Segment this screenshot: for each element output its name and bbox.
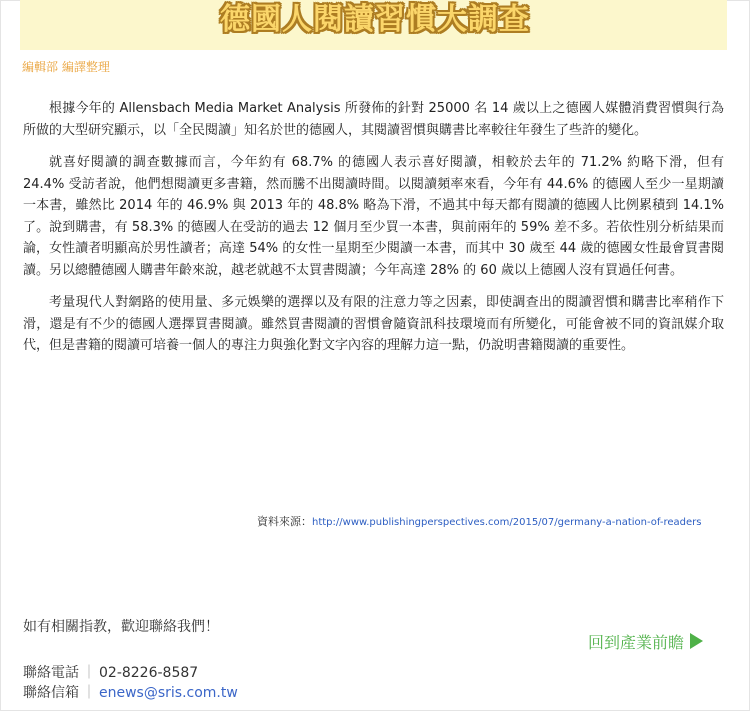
email-label: 聯絡信箱	[23, 685, 79, 701]
paragraph-3: 考量現代人對網路的使用量、多元娛樂的選擇以及有限的注意力等之因素，即使調查出的閱讀習慣和購書比率稍作下滑，還是有不少的德國人選擇買書閱讀。雖然買書閱讀的習慣會隨資訊科技環境而有所變化，可能會被不同的資訊媒介取代，但是書籍的閱讀可培養一個人的專注力與強化對文字內容的理解力這一點，仍說明書籍閱讀的重要性。	[23, 295, 724, 353]
source-link[interactable]: http://www.publishingperspectives.com/2015/07/germany-a-nation-of-readers	[312, 517, 702, 528]
source-line	[257, 513, 702, 529]
byline: 編輯部 編譯整理	[22, 60, 110, 74]
back-to-industry-link[interactable]	[588, 630, 703, 653]
phone-row: 聯絡電話 ｜ 02-8226-8587	[23, 665, 199, 681]
phone-number: 02-8226-8587	[99, 665, 199, 681]
contact-invite: 如有相關指教，歡迎聯絡我們！	[23, 619, 219, 635]
source-label: 資料來源：	[257, 515, 312, 528]
paragraph-1: 根據今年的 Allensbach Media Market Analysis 所發佈的針對 25000 名 14 歲以上之德國人媒體消費習慣與行為所做的大型研究顯示，以「全民閱讀」知名於世的德國人，其閱讀習慣與購書比率較往年發生了些許的變化。	[23, 101, 724, 138]
phone-label: 聯絡電話	[23, 665, 79, 681]
article-body	[23, 98, 724, 368]
email-row: 聯絡信箱 ｜ enews@sris.com.tw	[23, 685, 238, 701]
paragraph-2: 就喜好閱讀的調查數據而言，今年約有 68.7% 的德國人表示喜好閱讀，相較於去年的 71.2% 約略下滑，但有 24.4% 受訪者說，他們想閱讀更多書籍，然而騰不出閱讀時間。以閱讀頻率來看，今年有 44.6% 的德國人至少一星期讀一本書，雖然比 2014 年的 46.9% 與 2013 年的 48.8% 略為下滑，不過其中每天都有閱讀的德國人比例累積到 14.1% 了。說到購書，有 58.3% 的德國人在受訪的過去 12 個月至少買一本書，與前兩年的 59% 差不多。若依性別分析結果而論，女性讀者明顯高於男性讀者；高達 54% 的女性一星期至少閱讀一本書，而其中 30 歲至 44 歲的德國女性最會買書閱讀。另以總體德國人購書年齡來說，越老就越不太買書閱讀；今年高達 28% 的 60 歲以上德國人沒有買過任何書。	[23, 155, 724, 278]
play-triangle-icon	[690, 633, 703, 649]
contact-block	[23, 617, 238, 703]
page-title: 德國人閱讀習慣大調查	[220, 2, 530, 37]
back-link-label: 回到產業前瞻	[588, 633, 685, 652]
email-link[interactable]: enews@sris.com.tw	[99, 685, 238, 701]
